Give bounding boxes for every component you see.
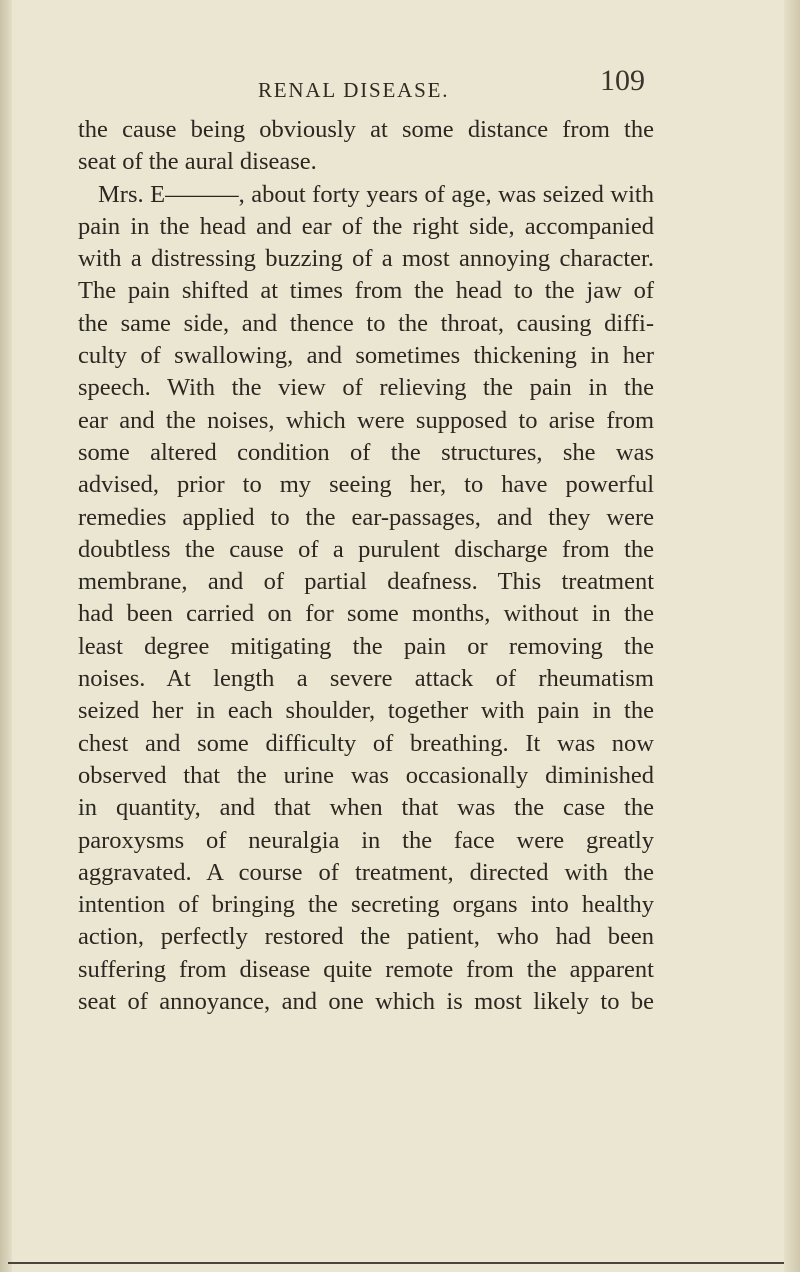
text-line: suffering from disease quite remote from the apparent xyxy=(78,955,654,983)
text-line: had been carried on for some months, without in the xyxy=(78,600,654,628)
text-line: advised, prior to my seeing her, to have powerful xyxy=(78,471,654,499)
text-line: culty of swallowing, and sometimes thickening in her xyxy=(78,342,654,370)
page-bottom-edge xyxy=(8,1262,790,1264)
text-line: observed that the urine was occasionally diminished xyxy=(78,761,654,789)
text-line: seat of the aural disease. xyxy=(78,148,317,176)
text-line: pain in the head and ear of the right side, accompanied xyxy=(78,212,654,240)
text-line: the cause being obviously at some distance from the xyxy=(78,116,654,143)
text-line: remedies applied to the ear-passages, and they were xyxy=(78,503,654,531)
text-line: noises. At length a severe attack of rheumatism xyxy=(78,665,654,693)
text-line: Mrs. E———, about forty years of age, was seized with xyxy=(98,180,654,208)
text-line: ear and the noises, which were supposed to arise from xyxy=(78,406,654,434)
text-line: doubtless the cause of a purulent discharge from the xyxy=(78,535,654,563)
text-line: chest and some difficulty of breathing. It was now xyxy=(78,729,654,757)
text-line: the same side, and thence to the throat, causing diffi- xyxy=(78,309,654,337)
text-line: membrane, and of partial deafness. This treatment xyxy=(78,568,654,596)
text-line: intention of bringing the secreting organs into healthy xyxy=(78,891,654,919)
text-line: aggravated. A course of treatment, directed with the xyxy=(78,858,654,886)
text-line: speech. With the view of relieving the pain in the xyxy=(78,374,654,402)
text-line: seat of annoyance, and one which is most likely to be xyxy=(78,988,654,1016)
text-line: some altered condition of the structures, she was xyxy=(78,438,654,466)
text-line: least degree mitigating the pain or removing the xyxy=(78,632,654,660)
text-line: seized her in each shoulder, together with pain in the xyxy=(78,697,654,725)
text-line: with a distressing buzzing of a most annoying character. xyxy=(78,245,654,273)
text-line: in quantity, and that when that was the case the xyxy=(78,794,654,822)
text-line: The pain shifted at times from the head to the jaw of xyxy=(78,277,654,305)
page-number: 109 xyxy=(600,64,645,97)
text-line: paroxysms of neuralgia in the face were greatly xyxy=(78,826,654,854)
body-text xyxy=(78,114,654,1018)
text-line: action, perfectly restored the patient, who had been xyxy=(78,923,654,951)
running-head: RENAL DISEASE. xyxy=(258,78,450,102)
